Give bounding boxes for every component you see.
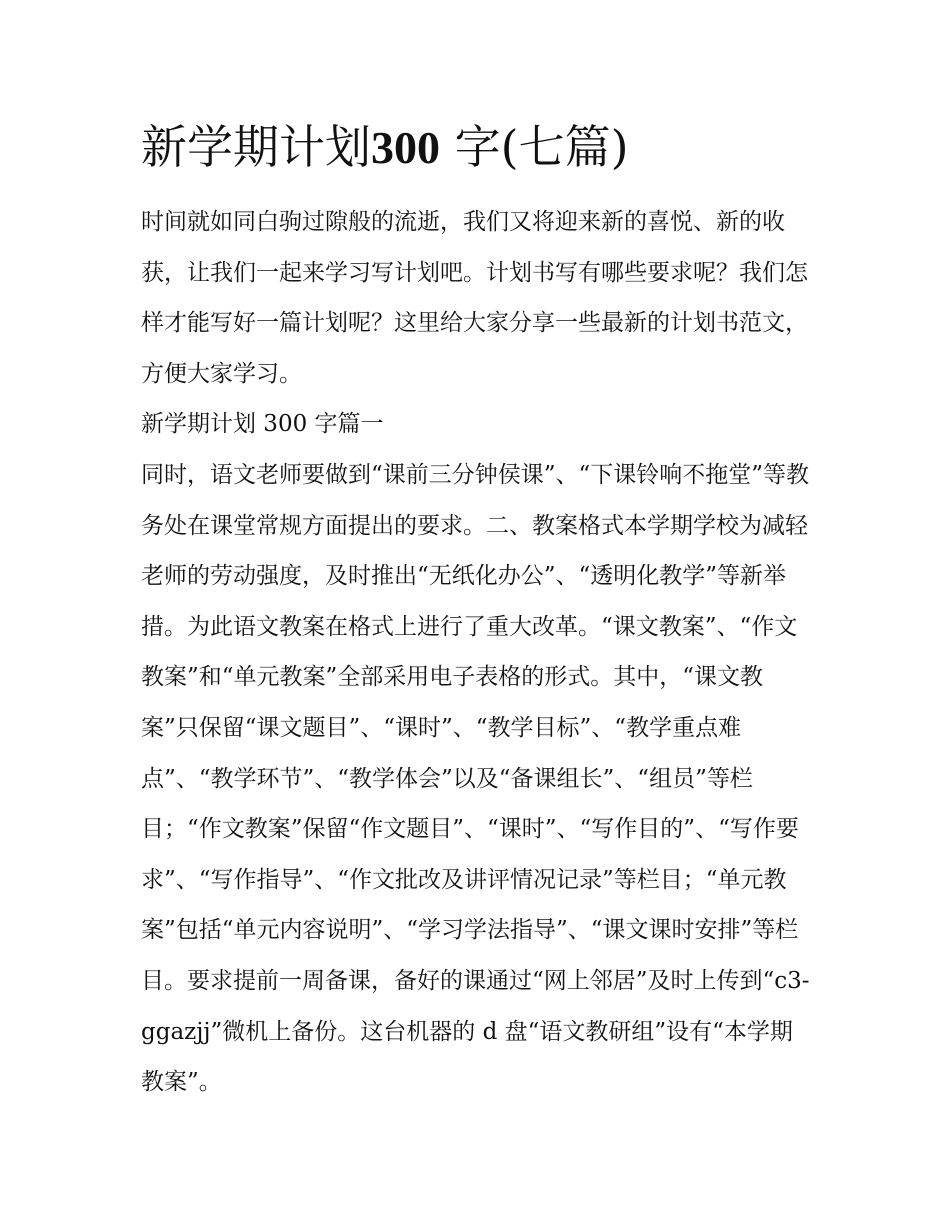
intro-paragraph: 时间就如同白驹过隙般的流逝，我们又将迎来新的喜悦、新的收获，让我们一起来学习写计划吧。计划书写有哪些要求呢？我们怎样才能写好一篇计划呢？这里给大家分享一些最新的计划书范文，方便大家学习。 [141, 209, 808, 387]
body-paragraph: 同时，语文老师要做到“课前三分钟侯课”、“下课铃响不拖堂”等教务处在课堂常规方面提出的要求。二、教案格式本学期学校为减轻老师的劳动强度，及时推出“无纸化办公”、“透明化教学”等新举措。为此语文教案在格式上进行了重大改革。“课文教案”、“作文教案”和“单元教案”全部采用电子表格的形式。其中，“课文教案”只保留“课文题目”、“课时”、“教学目标”、“教学重点难点”、“教学环节”、“教学体会”以及“备课组长”、“组员”等栏目；“作文教案”保留“作文题目”、“课时”、“写作目的”、“写作要求”、“写作指导”、“作文批改及讲评情况记录”等栏目；“单元教案”包括“单元内容说明”、“学习学法指导”、“课文课时安排”等栏目。要求提前一周备课，备好的课通过“网上邻居”及时上传到“c3-ggazjj”微机上备份。这台机器的 d 盘“语文教研组”设有“本学期教案”。 [141, 461, 810, 1096]
title-number: 300 [371, 122, 440, 173]
document-page [141, 118, 813, 1108]
document-title [141, 118, 813, 177]
title-prefix: 新学期计划 [141, 120, 371, 174]
section-heading: 新学期计划 300 字篇一 [141, 411, 384, 438]
title-suffix: 字(七篇) [454, 120, 629, 174]
